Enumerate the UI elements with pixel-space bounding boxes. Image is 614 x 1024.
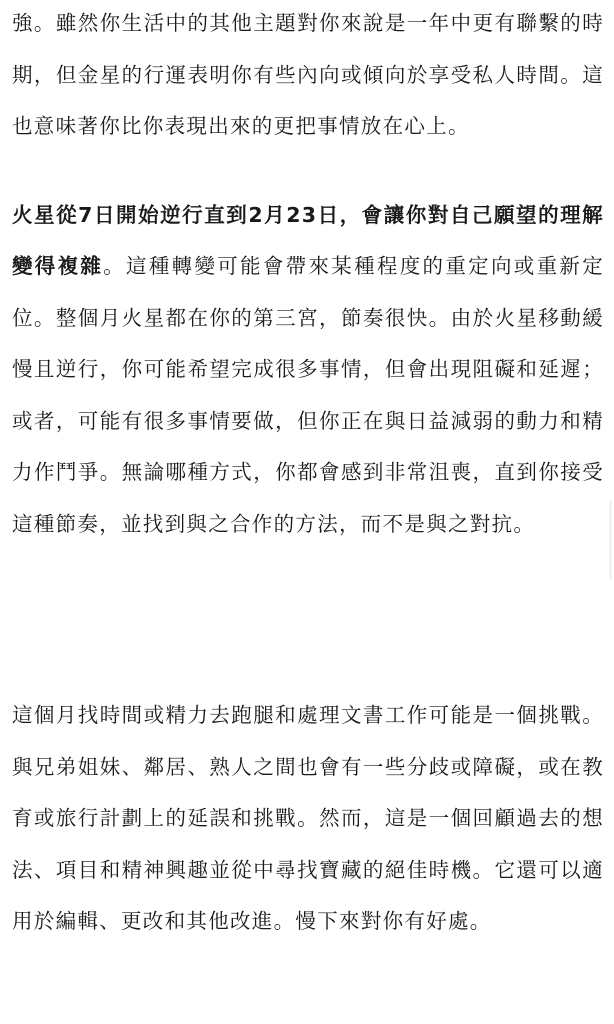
paragraph-lead-bold: 火星從7日開始逆行直到2月23日，會讓你對自己願望的理解變得複雜 <box>12 202 604 278</box>
paragraph-body-text: 。這種轉變可能會帶來某種程度的重定向或重新定位。整個月火星都在你的第三宮，節奏很快。由於火星移動緩慢且逆行，你可能希望完成很多事情，但會出現阻礙和延遲；或者，可能有很多事情要做，但你正在與日益減弱的動力和精力作鬥爭。無論哪種方式，你都會感到非常沮喪，直到你接受這種節奏，並找到與之合作的方法，而不是與之對抗。 <box>12 254 604 536</box>
article-body <box>12 0 604 948</box>
scrollbar-thumb[interactable] <box>609 500 612 580</box>
paragraph-errands: 這個月找時間或精力去跑腿和處理文書工作可能是一個挑戰。與兄弟姐妹、鄰居、熟人之間也會有一些分歧或障礙，或在教育或旅行計劃上的延誤和挑戰。然而，這是一個回顧過去的想法、項目和精神興趣並從中尋找寶藏的絕佳時機。它還可以適用於編輯、更改和其他改進。慢下來對你有好處。 <box>12 703 604 933</box>
paragraph-venus: 強。雖然你生活中的其他主題對你來說是一年中更有聯繫的時期，但金星的行運表明你有些內向或傾向於享受私人時間。這也意味著你比你表現出來的更把事情放在心上。 <box>12 11 604 138</box>
paragraph-mars-retrograde <box>12 190 604 551</box>
